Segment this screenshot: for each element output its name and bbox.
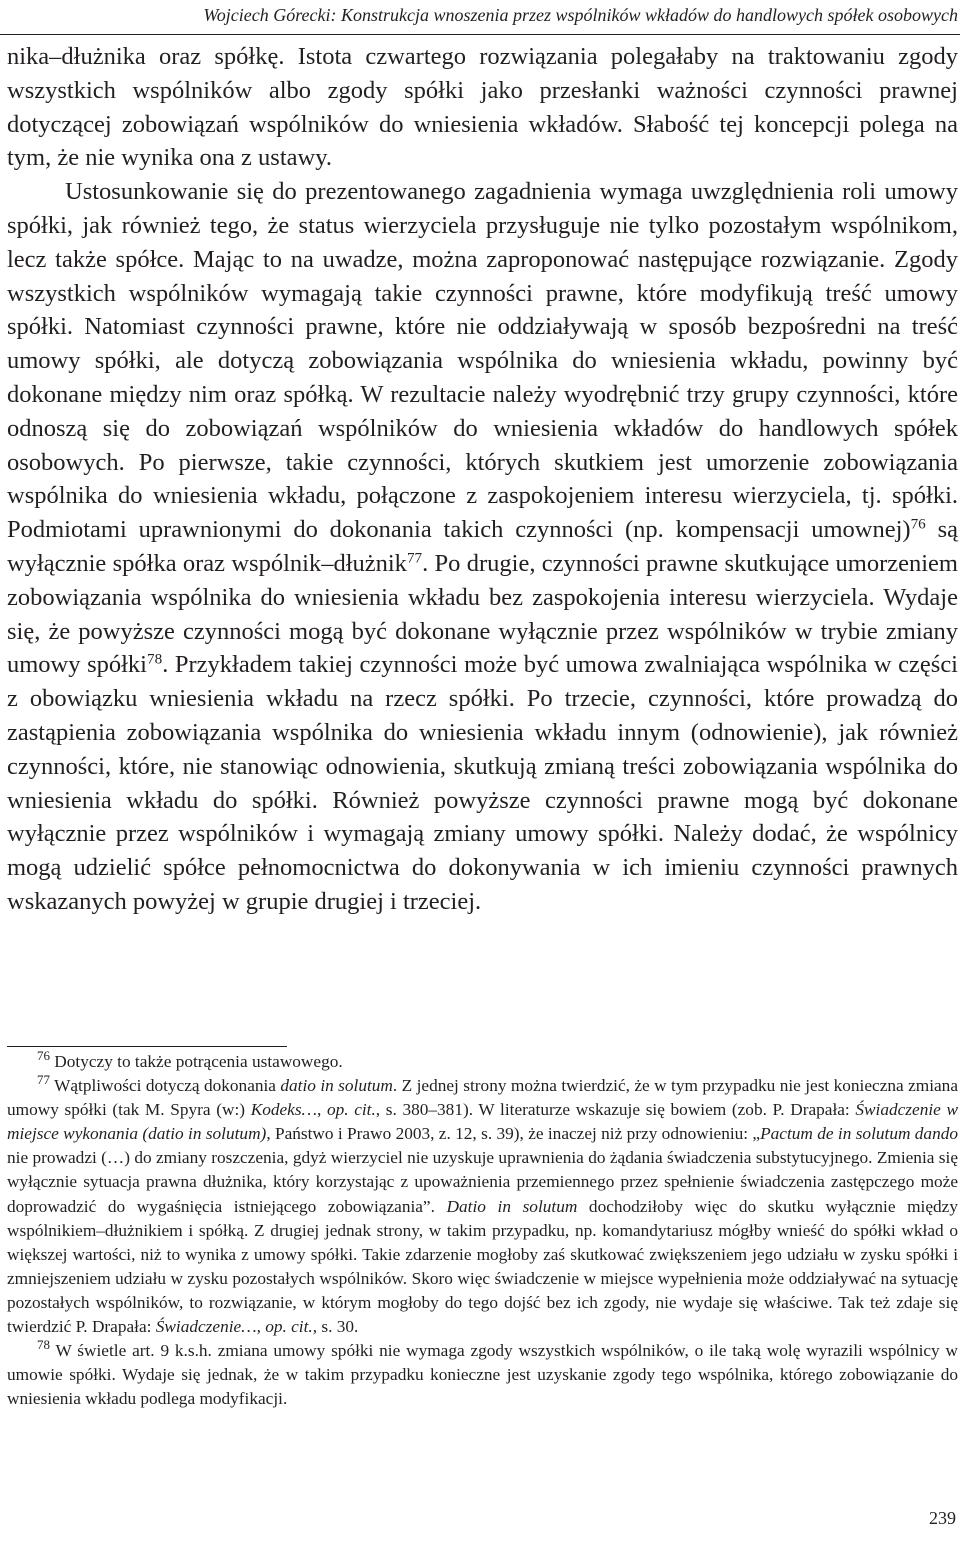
footnote-italic: Kodeks…: [250, 1100, 317, 1120]
footnote-77: [7, 1071, 959, 1339]
footnote-text: ,: [256, 1317, 266, 1337]
paragraph-text: . Przykładem takiej czynności może być umowa zwalniająca wspólnika w części z obowiązku wniesienia wkładu na rzecz spółki. Po trzecie, czynności, które prowadzą do zastąpienia zobowiązania wspólnika do wniesienia wkładu innym (odnowienie), jak również czynności, które, nie stanowiąc odnowienia, skutkują zmianą treści zobowiązania wspólnika do wniesienia wkładu do spółki. Również powyższe czynności prawne mogą być dokonane wyłącznie przez wspólników i wymagają zmiany umowy spółki. Należy dodać, że wspólnicy mogą udzielić spółce pełnomocnictwa do dokonywania w ich imieniu czynności prawnych wskazanych powyżej w grupie drugiej i trzeciej.: [7, 651, 958, 915]
running-title: Wojciech Górecki: Konstrukcja wnoszenia przez wspólników wkładów do handlowych spółek osobowych: [203, 5, 958, 25]
footnote-italic: op. cit.: [326, 1100, 376, 1120]
footnote-ref-77[interactable]: 77: [406, 549, 423, 567]
footnote-ref-76[interactable]: 76: [910, 515, 926, 533]
footnote-text: , s. 380–381). W literaturze wskazuje się bowiem (zob. P. Drapała:: [375, 1100, 856, 1120]
footnote-text: , s. 30.: [312, 1317, 359, 1337]
footnote-76: [7, 1047, 958, 1074]
footnote-italic: Datio in solutum: [446, 1196, 578, 1216]
page-number: 239: [929, 1508, 956, 1528]
footnote-text: Dotyczy to także potrącenia ustawowego.: [54, 1052, 343, 1071]
footnote-text: nie prowadzi (…) do zmiany roszczenia, gdyż wierzyciel nie uzyskuje uprawnienia do żądania świadczenia substytucyjnego. Zmienia się wyłącznie sytuacja prawna dłużnika, który korzystając z upoważnienia przemiennego przez spełnienie świadczenia zastępczego może doprowadzić do wygaśnięcia istniejącego zobowiązania”.: [7, 1148, 958, 1216]
footnote-italic: datio in solutum: [280, 1076, 393, 1096]
footnote-text: Wątpliwości dotyczą dokonania: [54, 1076, 281, 1096]
footnote-number: 78: [37, 1337, 50, 1352]
paragraph-text: są wyłącznie spółka oraz wspólnik–dłużnik: [7, 516, 958, 577]
paragraph-text: Ustosunkowanie się do prezentowanego zagadnienia wymaga uwzględnienia roli umowy spółki, jak również tego, że status wierzyciela przysługuje nie tylko pozostałym wspólnikom, lecz także spółce. Mając to na uwadze, można zaproponować następujące rozwiązanie. Zgody wszystkich wspólników wymagają takie czynności prawne, które modyfikują treść umowy spółki. Natomiast czynności prawne, które nie oddziaływają w sposób bezpośredni na treść umowy spółki, ale dotyczą zobowiązania wspólnika do wniesienia wkładu, powinny być dokonane między nim oraz spółką. W rezultacie należy wyodrębnić trzy grupy czynności, które odnoszą się do zobowiązań wspólników do wniesienia wkładów do handlowych spółek osobowych. Po pierwsze, takie czynności, których skutkiem jest umorzenie zobowiązania wspólnika do wniesienia wkładu, połączone z zaspokojeniem interesu wierzyciela, tj. spółki. Podmiotami uprawnionymi do dokonania takich czynności (np. kompensacji umownej): [7, 178, 958, 544]
footnote-78: [7, 1339, 958, 1411]
footnote-italic: Pactum de in solutum dando: [760, 1124, 958, 1144]
footnote-italic: Świadczenie w miejsce wykonania (datio in solutum): [7, 1100, 959, 1144]
footnote-text: , Państwo i Prawo 2003, z. 12, s. 39), że inaczej niż przy odnowieniu: „: [266, 1124, 761, 1144]
footnote-text: . Z jednej strony można twierdzić, że w tym przypadku nie jest konieczna zmiana umowy spółki (tak M. Spyra (w:): [7, 1076, 958, 1120]
footnotes: [7, 1047, 959, 1411]
main-text: [7, 40, 958, 919]
footnote-number: 77: [37, 1071, 50, 1087]
footnote-text: dochodziłoby więc do skutku wyłącznie między wspólnikiem–dłużnikiem i spółką. Z drugiej jednak strony, w takim przypadku, np. komandytariusz mógłby wnieść do spółki wkład o większej wartości, niż to wynika z umowy spółki. Takie zdarzenie mogłoby zaś skutkować zwiększeniem jego udziału w zysku spółki i zmniejszeniem udziału w zysku pozostałych wspólników. Skoro więc świadczenie w miejsce wypełnienia może oddziaływać na sytuację pozostałych wspólników, to rozwiązanie, w którym mogłoby do tego dojść bez ich zgody, nie wydaje się właściwe. Tak też zdaje się twierdzić P. Drapała:: [7, 1196, 958, 1337]
footnote-number: 76: [37, 1047, 50, 1063]
paragraph: [7, 175, 958, 919]
footnote-italic: Świadczenie…: [155, 1317, 257, 1337]
footnote-text: ,: [316, 1100, 327, 1120]
paragraph: nika–dłużnika oraz spółkę. Istota czwartego rozwiązania polegałaby na traktowaniu zgody wszystkich wspólników albo zgody spółki jako przesłanki ważności czynności prawnej dotyczącej zobowiązań wspólników do wniesienia wkładów. Słabość tej koncepcji polega na tym, że nie wynika ona z ustawy.: [7, 43, 958, 172]
running-header: [0, 4, 960, 35]
footnote-italic: op. cit.: [265, 1317, 313, 1337]
footnote-ref-78[interactable]: 78: [147, 651, 163, 668]
footnote-separator: [7, 1046, 287, 1047]
footnote-text: W świetle art. 9 k.s.h. zmiana umowy spółki nie wymaga zgody wszystkich wspólników, o ile taką wolę wyrazili wspólnicy w umowie spółki. Wydaje się jednak, że w takim przypadku konieczne jest uzyskanie zgody tego wspólnika, którego zobowiązanie do wniesienia wkładu podlega modyfikacji.: [7, 1341, 958, 1409]
paragraph-text: . Po drugie, czynności prawne skutkujące umorzeniem zobowiązania wspólnika do wniesienia wkładu bez zaspokojenia interesu wierzyciela. Wydaje się, że powyższe czynności mogą być dokonane wyłącznie przez wspólników w trybie zmiany umowy spółki: [7, 549, 958, 679]
